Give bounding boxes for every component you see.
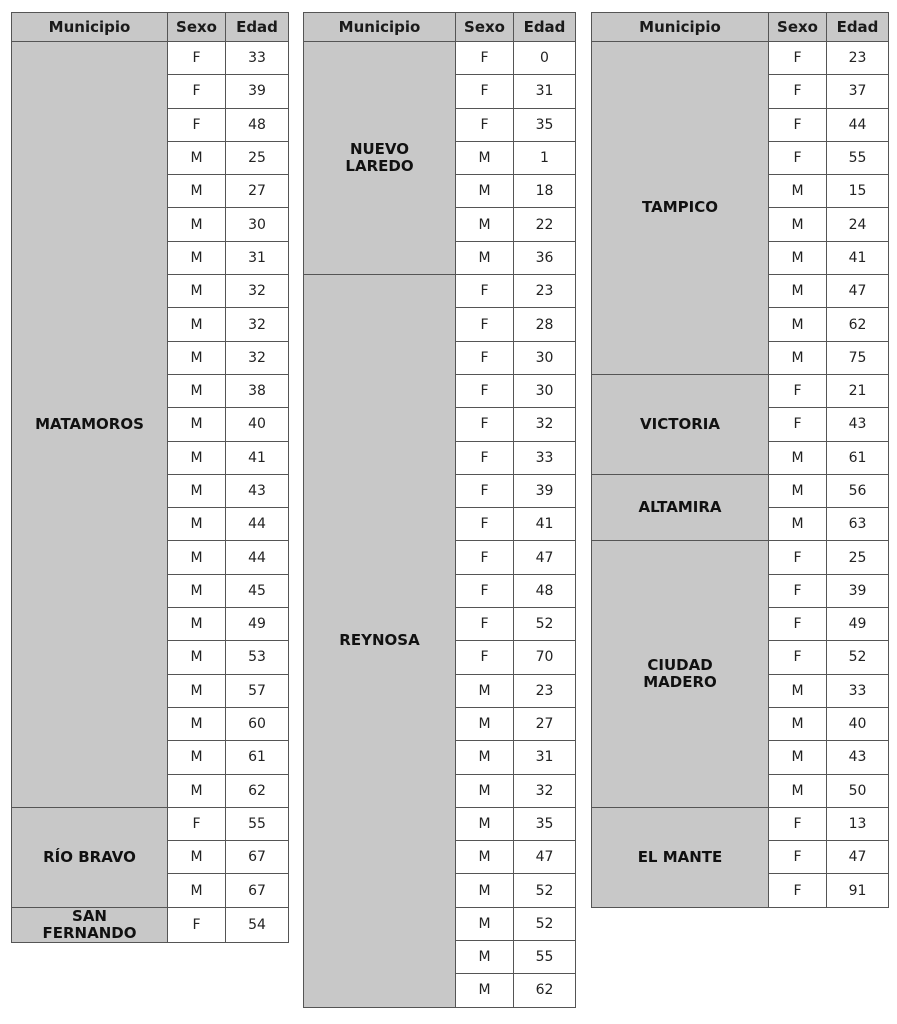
sexo-cell: M bbox=[456, 807, 514, 840]
sexo-cell: M bbox=[769, 341, 827, 374]
edad-cell: 62 bbox=[514, 974, 576, 1007]
sexo-cell: F bbox=[456, 541, 514, 574]
sexo-cell: M bbox=[456, 874, 514, 907]
edad-cell: 21 bbox=[827, 374, 889, 407]
edad-cell: 37 bbox=[827, 75, 889, 108]
municipio-cell: NUEVO LAREDO bbox=[304, 42, 456, 275]
sexo-cell: M bbox=[168, 841, 226, 874]
edad-cell: 31 bbox=[514, 75, 576, 108]
table-row bbox=[592, 807, 889, 840]
sexo-cell: M bbox=[456, 941, 514, 974]
sexo-cell: M bbox=[168, 374, 226, 407]
header-sexo: Sexo bbox=[168, 13, 226, 42]
sexo-cell: F bbox=[456, 275, 514, 308]
edad-cell: 39 bbox=[827, 574, 889, 607]
edad-cell: 91 bbox=[827, 874, 889, 907]
edad-cell: 67 bbox=[226, 841, 289, 874]
sexo-cell: F bbox=[769, 641, 827, 674]
edad-cell: 30 bbox=[514, 341, 576, 374]
edad-cell: 45 bbox=[226, 574, 289, 607]
edad-cell: 25 bbox=[827, 541, 889, 574]
edad-cell: 39 bbox=[514, 474, 576, 507]
header-edad: Edad bbox=[226, 13, 289, 42]
sexo-cell: M bbox=[769, 774, 827, 807]
header-row bbox=[304, 13, 576, 42]
municipio-cell: MATAMOROS bbox=[12, 42, 168, 808]
edad-cell: 35 bbox=[514, 108, 576, 141]
sexo-cell: M bbox=[168, 641, 226, 674]
sexo-cell: M bbox=[769, 441, 827, 474]
table-row bbox=[12, 807, 289, 840]
edad-cell: 35 bbox=[514, 807, 576, 840]
sexo-cell: F bbox=[456, 75, 514, 108]
sexo-cell: F bbox=[456, 574, 514, 607]
edad-cell: 55 bbox=[226, 807, 289, 840]
sexo-cell: M bbox=[168, 508, 226, 541]
sexo-cell: M bbox=[168, 308, 226, 341]
sexo-cell: M bbox=[456, 741, 514, 774]
sexo-cell: F bbox=[168, 807, 226, 840]
sexo-cell: F bbox=[769, 807, 827, 840]
sexo-cell: M bbox=[168, 275, 226, 308]
sexo-cell: M bbox=[168, 541, 226, 574]
edad-cell: 62 bbox=[827, 308, 889, 341]
sexo-cell: F bbox=[769, 42, 827, 75]
sexo-cell: M bbox=[456, 774, 514, 807]
edad-cell: 44 bbox=[226, 541, 289, 574]
sexo-cell: F bbox=[456, 474, 514, 507]
sexo-cell: M bbox=[168, 474, 226, 507]
edad-cell: 47 bbox=[827, 275, 889, 308]
sexo-cell: M bbox=[456, 707, 514, 740]
edad-cell: 40 bbox=[827, 707, 889, 740]
sexo-cell: M bbox=[769, 241, 827, 274]
edad-cell: 43 bbox=[827, 408, 889, 441]
sexo-cell: M bbox=[456, 141, 514, 174]
header-municipio: Municipio bbox=[592, 13, 769, 42]
edad-cell: 48 bbox=[226, 108, 289, 141]
edad-cell: 24 bbox=[827, 208, 889, 241]
sexo-cell: M bbox=[769, 707, 827, 740]
sexo-cell: M bbox=[168, 741, 226, 774]
edad-cell: 60 bbox=[226, 707, 289, 740]
edad-cell: 32 bbox=[226, 275, 289, 308]
edad-cell: 70 bbox=[514, 641, 576, 674]
edad-cell: 55 bbox=[514, 941, 576, 974]
edad-cell: 52 bbox=[514, 874, 576, 907]
header-municipio: Municipio bbox=[304, 13, 456, 42]
edad-cell: 1 bbox=[514, 141, 576, 174]
table-row bbox=[304, 275, 576, 308]
sexo-cell: F bbox=[769, 408, 827, 441]
sexo-cell: M bbox=[769, 474, 827, 507]
sexo-cell: F bbox=[456, 608, 514, 641]
edad-cell: 27 bbox=[514, 707, 576, 740]
edad-cell: 30 bbox=[226, 208, 289, 241]
edad-cell: 22 bbox=[514, 208, 576, 241]
table-right bbox=[591, 12, 889, 908]
edad-cell: 61 bbox=[827, 441, 889, 474]
edad-cell: 63 bbox=[827, 508, 889, 541]
edad-cell: 55 bbox=[827, 141, 889, 174]
sexo-cell: M bbox=[168, 774, 226, 807]
edad-cell: 32 bbox=[514, 774, 576, 807]
sexo-cell: M bbox=[168, 441, 226, 474]
sexo-cell: F bbox=[168, 75, 226, 108]
sexo-cell: M bbox=[168, 241, 226, 274]
sexo-cell: M bbox=[456, 241, 514, 274]
header-sexo: Sexo bbox=[456, 13, 514, 42]
table-row bbox=[304, 42, 576, 75]
sexo-cell: M bbox=[769, 275, 827, 308]
sexo-cell: M bbox=[769, 208, 827, 241]
edad-cell: 27 bbox=[226, 175, 289, 208]
sexo-cell: F bbox=[168, 108, 226, 141]
table-row bbox=[12, 907, 289, 943]
table-row bbox=[592, 541, 889, 574]
edad-cell: 32 bbox=[226, 308, 289, 341]
sexo-cell: M bbox=[456, 974, 514, 1007]
municipio-cell: TAMPICO bbox=[592, 42, 769, 375]
edad-cell: 44 bbox=[226, 508, 289, 541]
edad-cell: 40 bbox=[226, 408, 289, 441]
sexo-cell: F bbox=[456, 374, 514, 407]
table-row bbox=[592, 42, 889, 75]
edad-cell: 49 bbox=[226, 608, 289, 641]
edad-cell: 38 bbox=[226, 374, 289, 407]
edad-cell: 43 bbox=[226, 474, 289, 507]
sexo-cell: M bbox=[168, 874, 226, 907]
sexo-cell: M bbox=[456, 907, 514, 940]
sexo-cell: F bbox=[456, 408, 514, 441]
edad-cell: 75 bbox=[827, 341, 889, 374]
edad-cell: 62 bbox=[226, 774, 289, 807]
header-edad: Edad bbox=[514, 13, 576, 42]
municipio-cell: VICTORIA bbox=[592, 374, 769, 474]
edad-cell: 15 bbox=[827, 175, 889, 208]
municipio-cell: ALTAMIRA bbox=[592, 474, 769, 541]
sexo-cell: M bbox=[769, 741, 827, 774]
sexo-cell: F bbox=[769, 608, 827, 641]
municipio-cell: EL MANTE bbox=[592, 807, 769, 907]
sexo-cell: F bbox=[769, 108, 827, 141]
sexo-cell: M bbox=[168, 674, 226, 707]
sexo-cell: F bbox=[456, 441, 514, 474]
sexo-cell: F bbox=[456, 341, 514, 374]
edad-cell: 41 bbox=[827, 241, 889, 274]
municipio-cell: CIUDAD MADERO bbox=[592, 541, 769, 807]
edad-cell: 30 bbox=[514, 374, 576, 407]
edad-cell: 52 bbox=[827, 641, 889, 674]
sexo-cell: F bbox=[456, 641, 514, 674]
edad-cell: 54 bbox=[226, 907, 289, 943]
sexo-cell: M bbox=[168, 141, 226, 174]
sexo-cell: F bbox=[769, 374, 827, 407]
municipio-cell: REYNOSA bbox=[304, 275, 456, 1008]
sexo-cell: M bbox=[769, 175, 827, 208]
sexo-cell: M bbox=[168, 707, 226, 740]
sexo-cell: M bbox=[168, 208, 226, 241]
municipio-cell: SAN FERNANDO bbox=[12, 907, 168, 943]
edad-cell: 43 bbox=[827, 741, 889, 774]
edad-cell: 50 bbox=[827, 774, 889, 807]
edad-cell: 44 bbox=[827, 108, 889, 141]
sexo-cell: M bbox=[769, 674, 827, 707]
edad-cell: 61 bbox=[226, 741, 289, 774]
edad-cell: 52 bbox=[514, 608, 576, 641]
sexo-cell: F bbox=[456, 308, 514, 341]
edad-cell: 47 bbox=[514, 841, 576, 874]
header-edad: Edad bbox=[827, 13, 889, 42]
sexo-cell: F bbox=[769, 574, 827, 607]
edad-cell: 39 bbox=[226, 75, 289, 108]
sexo-cell: F bbox=[769, 874, 827, 907]
edad-cell: 33 bbox=[226, 42, 289, 75]
sexo-cell: M bbox=[769, 308, 827, 341]
sexo-cell: M bbox=[168, 341, 226, 374]
edad-cell: 23 bbox=[514, 674, 576, 707]
sexo-cell: F bbox=[769, 141, 827, 174]
sexo-cell: F bbox=[168, 42, 226, 75]
edad-cell: 25 bbox=[226, 141, 289, 174]
edad-cell: 41 bbox=[226, 441, 289, 474]
header-municipio: Municipio bbox=[12, 13, 168, 42]
sexo-cell: M bbox=[168, 608, 226, 641]
edad-cell: 56 bbox=[827, 474, 889, 507]
table-row bbox=[592, 474, 889, 507]
sexo-cell: F bbox=[456, 42, 514, 75]
edad-cell: 49 bbox=[827, 608, 889, 641]
edad-cell: 0 bbox=[514, 42, 576, 75]
header-sexo: Sexo bbox=[769, 13, 827, 42]
edad-cell: 23 bbox=[514, 275, 576, 308]
municipio-cell: RÍO BRAVO bbox=[12, 807, 168, 907]
edad-cell: 57 bbox=[226, 674, 289, 707]
sexo-cell: F bbox=[769, 75, 827, 108]
edad-cell: 47 bbox=[514, 541, 576, 574]
sexo-cell: M bbox=[168, 175, 226, 208]
edad-cell: 67 bbox=[226, 874, 289, 907]
sexo-cell: M bbox=[168, 408, 226, 441]
edad-cell: 47 bbox=[827, 841, 889, 874]
table-row bbox=[592, 374, 889, 407]
sexo-cell: M bbox=[168, 574, 226, 607]
edad-cell: 32 bbox=[514, 408, 576, 441]
sexo-cell: M bbox=[769, 508, 827, 541]
sexo-cell: M bbox=[456, 674, 514, 707]
sexo-cell: M bbox=[456, 208, 514, 241]
sexo-cell: F bbox=[168, 907, 226, 943]
edad-cell: 32 bbox=[226, 341, 289, 374]
sexo-cell: F bbox=[769, 541, 827, 574]
sexo-cell: M bbox=[456, 175, 514, 208]
table-middle bbox=[303, 12, 576, 1008]
sexo-cell: M bbox=[456, 841, 514, 874]
edad-cell: 36 bbox=[514, 241, 576, 274]
edad-cell: 31 bbox=[226, 241, 289, 274]
sexo-cell: F bbox=[456, 108, 514, 141]
edad-cell: 52 bbox=[514, 907, 576, 940]
edad-cell: 31 bbox=[514, 741, 576, 774]
table-row bbox=[12, 42, 289, 75]
edad-cell: 33 bbox=[827, 674, 889, 707]
edad-cell: 48 bbox=[514, 574, 576, 607]
edad-cell: 18 bbox=[514, 175, 576, 208]
edad-cell: 28 bbox=[514, 308, 576, 341]
sexo-cell: F bbox=[769, 841, 827, 874]
sexo-cell: F bbox=[456, 508, 514, 541]
header-row bbox=[12, 13, 289, 42]
edad-cell: 41 bbox=[514, 508, 576, 541]
table-left bbox=[11, 12, 289, 943]
edad-cell: 13 bbox=[827, 807, 889, 840]
header-row bbox=[592, 13, 889, 42]
edad-cell: 53 bbox=[226, 641, 289, 674]
edad-cell: 23 bbox=[827, 42, 889, 75]
edad-cell: 33 bbox=[514, 441, 576, 474]
